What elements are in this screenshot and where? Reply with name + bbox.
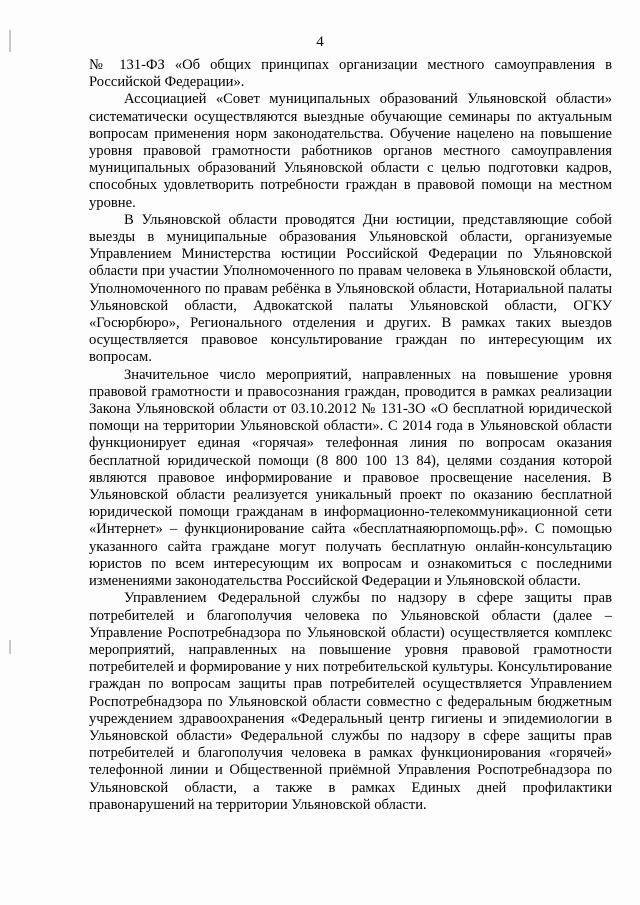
paragraph-free-legal-aid: Значительное число мероприятий, направленных на повышение уровня правовой грамотности и правосознания граждан, проводится в рамках реализации Закона Ульяновской области от 03.10.2012 № 131-ЗО «О бесплатной юридической помощи на территории Ульяновской области». С 2014 года в Ульяновской области функционирует единая «горячая» телефонная линия по вопросам оказания бесплатной юридической помощи (8 800 100 13 84), целями создания которой являются правовое информирование и правовое просвещение населения. В Ульяновской области реализуется уникальный проект по оказанию бесплатной юридической помощи гражданам в информационно-телекоммуникационной сети «Интернет» – функционирование сайта «бесплатнаяюрпомощь.рф». С помощью указанного сайта граждане могут получать бесплатную онлайн-консультацию юристов по всем интересующим их вопросам и ознакомиться с последними изменениями законодательства Российской Федерации и Ульяновской области. <box>89 366 612 590</box>
paragraph-association-seminars: Ассоциацией «Совет муниципальных образований Ульяновской области» систематически осуществляются выездные обучающие семинары по актуальным вопросам применения норм законодательства. Обучение нацелено на повышение уровня правовой грамотности работников органов местного самоуправления муниципальных образований Ульяновской области с целью подготовки кадров, способных удовлетворить потребности граждан в правовой помощи на местном уровне. <box>89 91 612 211</box>
scan-edge-mark <box>9 640 11 654</box>
document-body <box>89 57 612 814</box>
paragraph-consumer-rights: Управлением Федеральной службы по надзору в сфере защиты прав потребителей и благополучия человека по Ульяновской области (далее – Управление Роспотребнадзора по Ульяновской области) осуществляется комплекс мероприятий, направленных на повышение уровня правовой грамотности потребителей и формирование у них потребительской культуры. Консультирование граждан по вопросам защиты прав потребителей осуществляется Управлением Роспотребнадзора по Ульяновской области совместно с федеральным бюджетным учреждением здравоохранения «Федеральный центр гигиены и эпидемиологии в Ульяновской области» Федеральной службы по надзору в сфере защиты прав потребителей и благополучия человека в рамках функционирования «горячей» телефонной линии и Общественной приёмной Управления Роспотребнадзора по Ульяновской области, а также в рамках Единых дней профилактики правонарушений на территории Ульяновской области. <box>89 590 612 813</box>
page-number: 4 <box>316 34 324 50</box>
paragraph-continuation: № 131-ФЗ «Об общих принципах организации местного самоуправления в Российской Федерации». <box>89 57 612 91</box>
paragraph-justice-days: В Ульяновской области проводятся Дни юстиции, представляющие собой выезды в муниципальные образования Ульяновской области, организуемые Управлением Министерства юстиции Российской Федерации по Ульяновской области при участии Уполномоченного по правам человека в Ульяновской области, Уполномоченного по правам ребёнка в Ульяновской области, Нотариальной палаты Ульяновской области, Адвокатской палаты Ульяновской области, ОГКУ «Госюрбюро», Регионального отделения и других. В рамках таких выездов осуществляется правовое консультирование граждан по интересующим их вопросам. <box>89 211 612 366</box>
